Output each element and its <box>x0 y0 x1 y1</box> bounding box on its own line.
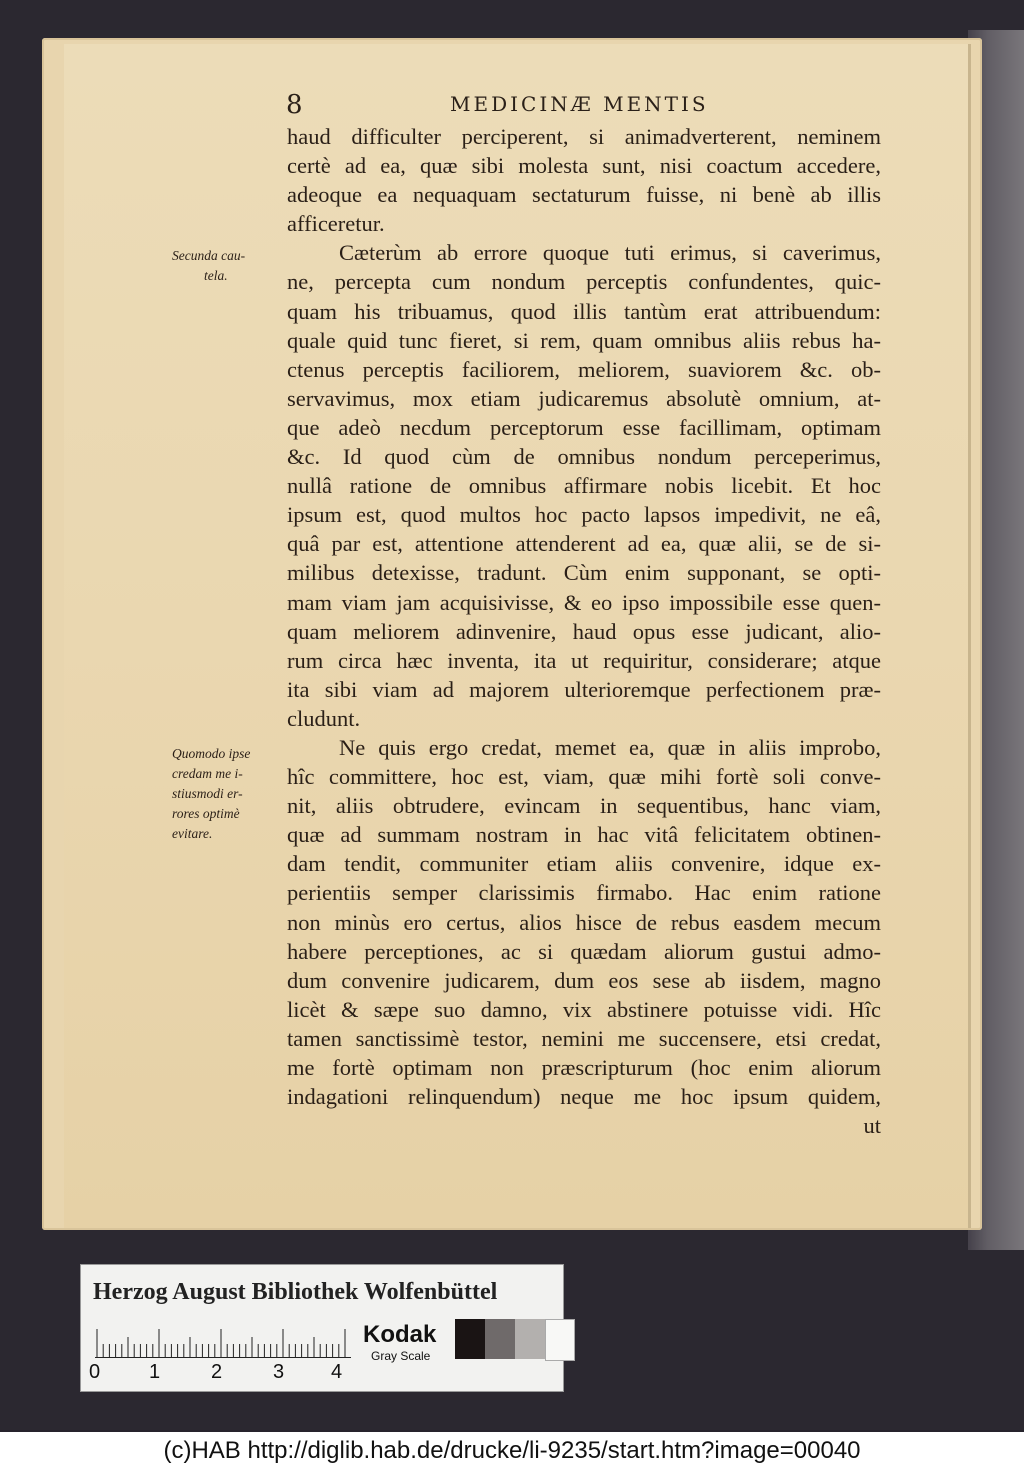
page-gutter <box>968 44 971 1228</box>
text-line: &c. Id quod cùm de omnibus nondum perceperimus, <box>287 444 881 470</box>
text-line: quam his tribuamus, quod illis tantùm erat attribuendum: <box>287 298 881 324</box>
margin-note-line: Quomodo ipse <box>172 746 251 761</box>
text-line: ita sibi viam ad majorem ulterioremque perfectionem præ- <box>287 676 881 702</box>
margin-note-line: tela. <box>204 268 228 283</box>
text-line: quâ par est, attentione attenderent ad ea, quæ alii, se de si- <box>287 531 881 557</box>
text-line: dam tendit, communiter etiam aliis convenire, idque ex- <box>287 851 881 877</box>
margin-note-line: credam me i- <box>172 766 243 781</box>
text-line: quale quid tunc fieret, si rem, quam omnibus aliis rebus ha- <box>287 327 881 353</box>
margin-note-secunda-cautela <box>172 246 284 286</box>
ruler-numbers <box>81 1361 381 1385</box>
text-line: habere perceptiones, ac si quædam aliorum gustui admo- <box>287 938 881 964</box>
text-line: servavimus, mox etiam judicaremus absolutè omnium, at- <box>287 385 881 411</box>
image-caption: (c)HAB http://diglib.hab.de/drucke/li-9235/start.htm?image=00040 <box>0 1432 1024 1470</box>
ruler-number: 0 <box>89 1361 101 1383</box>
text-line: que adeò necdum perceptorum esse facillimam, optimam <box>287 414 881 440</box>
text-line: dum convenire judicarem, dum eos sese ab iisdem, magno <box>287 967 881 993</box>
text-line: haud difficulter perciperent, si animadverterent, neminem <box>287 124 881 149</box>
catchword: ut <box>863 1113 881 1139</box>
ruler-number: 1 <box>149 1361 161 1383</box>
text-line: quam meliorem adinvenire, haud opus esse judicant, alio- <box>287 618 881 644</box>
ruler <box>95 1327 351 1358</box>
margin-note-line: rores optimè <box>172 806 240 821</box>
gray-swatch-light <box>515 1319 545 1359</box>
margin-note-line: Secunda cau- <box>172 248 246 263</box>
ruler-number: 3 <box>273 1361 285 1383</box>
text-line: milibus detexisse, tradunt. Cùm enim supponant, se opti- <box>287 560 881 586</box>
ruler-number: 2 <box>211 1361 223 1383</box>
text-line: mam viam jam acquisivisse, & eo ipso impossibile esse quen- <box>287 589 881 615</box>
gray-swatch-black <box>455 1319 485 1359</box>
margin-note-line: stiusmodi er- <box>172 786 243 801</box>
ruler-number: 4 <box>331 1361 343 1383</box>
text-line: quæ ad summam nostram in hac vitâ felicitatem obtinen- <box>287 822 881 848</box>
text-line: licèt & sæpe suo damno, vix abstinere potuisse vidi. Hîc <box>287 996 881 1022</box>
ruler-ticks <box>95 1327 351 1357</box>
margin-note-quomodo <box>172 744 284 844</box>
text-line: cludunt. <box>287 705 361 731</box>
page-number: 8 <box>286 90 303 120</box>
kodak-subtitle: Gray Scale <box>371 1349 431 1363</box>
text-line: non minùs ero certus, alios hisce de rebus easdem mecum <box>287 909 881 935</box>
text-line: tamen sanctissimè testor, nemini me succensere, etsi credat, <box>287 1025 881 1051</box>
text-line: perientiis semper clarissimis firmabo. Hac enim ratione <box>287 880 881 906</box>
text-line: ctenus perceptis faciliorem, meliorem, suaviorem &c. ob- <box>287 356 881 382</box>
text-line: ipsum est, quod multos hoc pacto lapsos impedivit, ne eâ, <box>287 502 881 528</box>
gray-swatch-dark <box>485 1319 515 1359</box>
text-line: certè ad ea, quæ sibi molesta sunt, nisi coactum accedere, <box>287 153 881 179</box>
body-text <box>287 122 881 1140</box>
text-line: indagationi relinquendum) neque me hoc ipsum quidem, <box>287 1084 881 1110</box>
kodak-logo: Kodak <box>363 1321 437 1348</box>
margin-note-line: evitare. <box>172 826 213 841</box>
text-line: adeoque ea nequaquam sectaturum fuisse, ni benè ab illis <box>287 182 881 208</box>
text-line: Ne quis ergo credat, memet ea, quæ in aliis improbo, <box>339 734 881 760</box>
text-line: Cæterùm ab errore quoque tuti erimus, si caverimus, <box>339 240 881 266</box>
text-line: ne, percepta cum nondum perceptis confundentes, quic- <box>287 269 881 295</box>
text-line: hîc committere, hoc est, viam, quæ mihi fortè soli conve- <box>287 764 881 790</box>
text-line: me fortè optimam non præscripturum (hoc enim aliorum <box>287 1055 881 1080</box>
library-name: Herzog August Bibliothek Wolfenbüttel <box>93 1279 498 1305</box>
text-line: rum circa hæc inventa, ita ut requiritur, considerare; atque <box>287 647 881 673</box>
gray-swatch-white <box>545 1319 575 1361</box>
text-line: nullâ ratione de omnibus affirmare nobis licebit. Et hoc <box>287 473 881 499</box>
text-line: nit, aliis obtrudere, evincam in sequentibus, hanc viam, <box>287 793 881 819</box>
library-color-bar <box>80 1264 564 1392</box>
text-line: afficeretur. <box>287 211 385 237</box>
running-head: MEDICINÆ MENTIS <box>450 92 709 116</box>
